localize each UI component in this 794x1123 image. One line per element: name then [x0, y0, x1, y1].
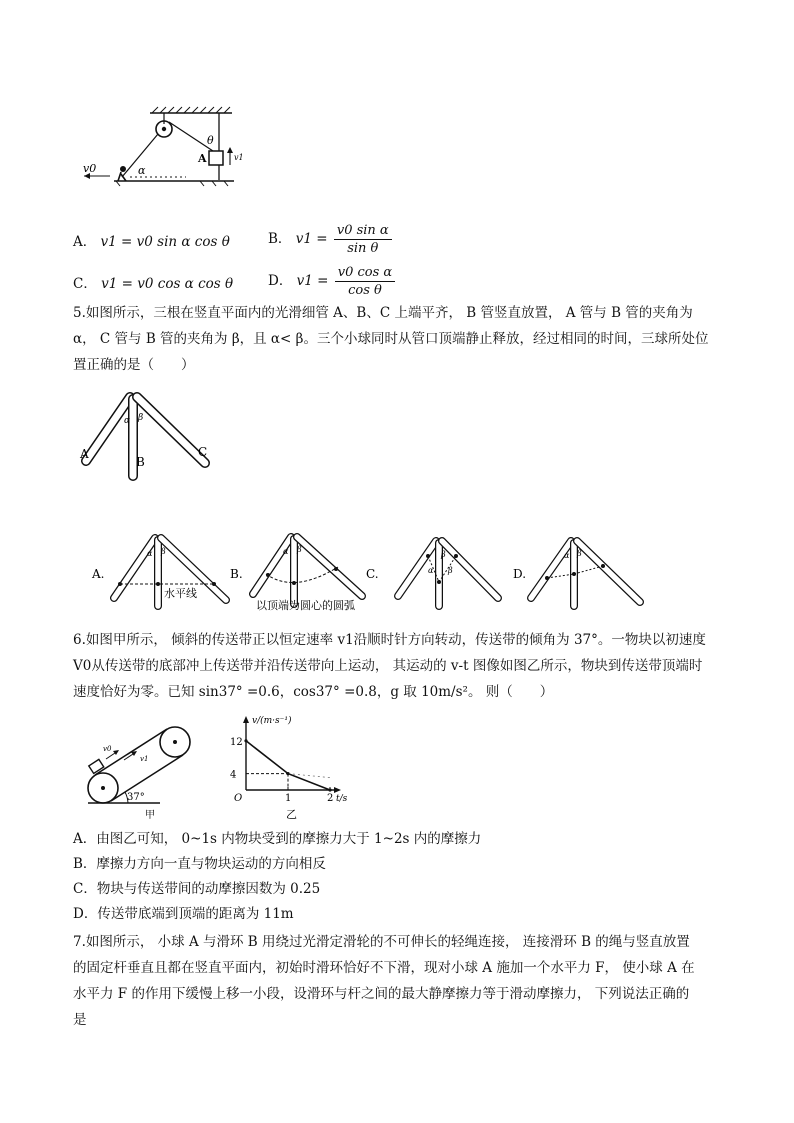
- q4-option-d: D． v1 = $\frac{\text{v0 cos α}}{\text{cos θ}}$: [268, 264, 395, 299]
- vt-caption: 乙: [286, 808, 297, 821]
- vt-velocity-line: [246, 741, 330, 790]
- q6-option-b: B．摩擦力方向一直与物块运动的方向相反: [73, 856, 326, 872]
- svg-text:β: β: [577, 549, 582, 558]
- q5-stem-line1: 5.如图所示，三根在竖直平面内的光滑细管 A、B、C 上端平齐， B 管竖直放置， A 管与 B 管的夹角为: [73, 305, 693, 321]
- vt-origin: O: [234, 793, 243, 804]
- vt-ytick-12: 12: [230, 736, 243, 748]
- q6-option-a: A．由图乙可知， 0~1s 内物块受到的摩擦力大于 1~2s 内的摩擦力: [73, 831, 482, 847]
- q5-angle-alpha: α: [124, 416, 131, 426]
- svg-text:α: α: [147, 549, 153, 558]
- q6-jia-v1: v1: [140, 755, 149, 763]
- q7-stem-line4: 是: [73, 1012, 87, 1028]
- q5-tube-label-B: B: [136, 455, 145, 469]
- q4-option-d-fraction: $\frac{\text{v0 cos α}}{\text{cos θ}}$: [335, 264, 395, 299]
- q6-jia-angle: 37°: [127, 792, 145, 803]
- q5-stem-line2: α， C 管与 B 管的夹角为 β，且 α< β。三个小球同时从管口顶端静止释放，经过相同的时间，三球所处位: [73, 331, 709, 347]
- q4-label-v1: v1: [234, 153, 244, 162]
- q7-stem-line3: 水平力 F 的作用下缓慢上移一小段，设滑环与杆之间的最大静摩擦力等于滑动摩擦力， 下列说法正确的: [73, 986, 690, 1002]
- q5-figure-a-caption: 水平线: [164, 587, 197, 600]
- vt-xtick-1: 1: [285, 793, 292, 804]
- svg-text:β: β: [297, 545, 302, 554]
- q5-figure-b-label: B.: [230, 567, 243, 581]
- vt-point-0: [244, 739, 247, 742]
- svg-text:α: α: [428, 566, 434, 575]
- q4-option-b-fraction: $\frac{\text{v0 sin α}}{\text{sin θ}}$: [334, 222, 392, 257]
- vt-ytick-4: 4: [230, 769, 237, 781]
- q6-jia-v0: v0: [103, 745, 112, 753]
- q4-option-b: B． v1 = $\frac{\text{v0 sin α}}{\text{sin θ}}$: [268, 222, 392, 257]
- svg-text:α: α: [283, 547, 289, 556]
- q6-option-d: D．传送带底端到顶端的距离为 11m: [73, 906, 294, 922]
- svg-text:β: β: [161, 547, 166, 556]
- svg-text:β: β: [448, 566, 453, 575]
- q6-stem-line1: 6.如图甲所示， 倾斜的传送带正以恒定速率 v1沿顺时针方向转动，传送带的倾角为 37°。一物块以初速度: [73, 632, 706, 648]
- q5-angle-beta: β: [138, 413, 144, 423]
- q4-label-alpha: α: [138, 164, 146, 177]
- q7-stem-line1: 7.如图所示， 小球 A 与滑环 B 用绕过光滑定滑轮的不可伸长的轻绳连接， 连接滑环 B 的绳与竖直放置: [73, 934, 690, 950]
- q5-figure-c-label: C.: [366, 567, 379, 581]
- svg-text:β: β: [441, 550, 446, 559]
- q6-stem-line2: V0从传送带的底部冲上传送带并沿传送带向上运动， 其运动的 v-t 图像如图乙所示，物块到传送带顶端时: [73, 658, 703, 674]
- q5-tube-label-A: A: [80, 447, 89, 461]
- svg-text:α: α: [564, 551, 570, 560]
- q4-label-A: A: [198, 152, 207, 165]
- vt-ylabel: v/(m·s⁻¹): [252, 716, 292, 726]
- vt-xtick-2: 2: [327, 793, 334, 804]
- q4-label-theta: θ: [207, 134, 214, 147]
- q6-stem-line3: 速度恰好为零。已知 sin37° =0.6，cos37° =0.8，g 取 10m/s²。 则（ ）: [73, 684, 554, 700]
- q6-option-c: C．物块与传送带间的动摩擦因数为 0.25: [73, 881, 321, 897]
- q5-tube-label-C: C: [198, 445, 208, 459]
- q5-figure-a-label: A.: [92, 567, 105, 581]
- vt-point-1: [286, 772, 289, 775]
- q4-label-v0: v0: [83, 162, 97, 175]
- vt-xlabel: t/s: [336, 794, 348, 804]
- q5-figure-d-label: D.: [513, 567, 527, 581]
- q4-option-c: C． v1 = v0 cos α cos θ: [73, 276, 234, 292]
- q7-stem-line2: 的固定杆垂直且都在竖直平面内，初始时滑环恰好不下滑，现对小球 A 施加一个水平力 F， 使小球 A 在: [73, 960, 695, 976]
- q5-figure-b-caption: 以顶端为圆心的圆弧: [256, 599, 355, 612]
- q4-option-a: A． v1 = v0 sin α cos θ: [73, 234, 230, 250]
- q5-stem-line3: 置正确的是（ ）: [73, 357, 195, 373]
- q6-jia-caption: 甲: [145, 810, 155, 821]
